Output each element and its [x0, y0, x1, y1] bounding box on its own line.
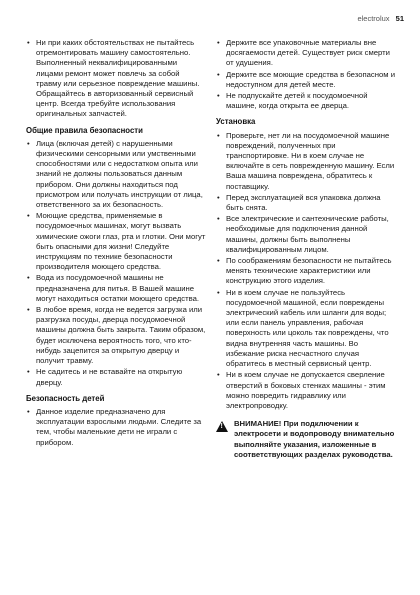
list-item: • Моющие средства, применяемые в посудомоечных машинах, могут вызвать химические ожоги глаз, рта и глотки. Они могут быть опасными для жизни! Следуйте инструкциям по технике безопасности производителя моющего средства.: [26, 211, 206, 272]
warning-triangle-icon: [216, 421, 228, 432]
list-item: • Данное изделие предназначено для эксплуатации взрослыми людьми. Следите за тем, чтобы маленькие дети не играли с прибором.: [26, 407, 206, 448]
brand-name: electrolux: [357, 14, 390, 23]
warning-block: [216, 419, 398, 460]
list-item: • Ни при каких обстоятельствах не пытайтесь отремонтировать машину самостоятельно. Выполненный неквалифицированными лицами ремонт может повлечь за собой травму или серьезное повреждение машины. Обращайтесь в авторизованный сервисный центр. Всегда требуйте использования оригинальных запчастей.: [26, 38, 206, 120]
list-item: • Ни в коем случае не допускается сверление отверстий в боковых стенках машины - этим можно повредить гидравлику или электропроводку.: [216, 370, 398, 411]
list-item: • Не подпускайте детей к посудомоечной машине, когда открыта ее дверца.: [216, 91, 398, 111]
list-item: • Ни в коем случае не пользуйтесь посудомоечной машиной, если повреждены электрический кабель или шланги для воды; или если панель управления, рабочая поверхность или цоколь так повреждены, что видна внутренняя часть машины. Во избежание риска несчастного случая обратитесь в местный сервисный центр.: [216, 288, 398, 370]
list-item: • Проверьте, нет ли на посудомоечной машине повреждений, полученных при транспортировке. Ни в коем случае не включайте в сеть поврежденную машину. Если Ваша машина повреждена, обратитесь к поставщику.: [216, 131, 398, 192]
section-title-child-safety: Безопасность детей: [26, 393, 105, 403]
list-item: • В любое время, когда не ведется загрузка или разгрузка посуды, дверца посудомоечной машины должна быть закрыта. Таким образом, будет исключена вероятность того, что кто-нибудь зацепится за открытую дверцу и получит травму.: [26, 305, 206, 366]
installation-list: [216, 131, 398, 411]
warning-text: При подключении к электросети и водопроводу внимательно выполняйте указания, изложенные в соответствующих разделах руководства.: [234, 419, 395, 459]
page-number: 51: [395, 14, 404, 23]
general-safety-list: [26, 139, 206, 388]
page-header: [357, 14, 404, 23]
list-item: • Все электрические и сантехнические работы, необходимые для подключения данной машины, должны быть выполнены квалифицированным лицом.: [216, 214, 398, 255]
child-safety-list: [26, 407, 206, 448]
list-item: • По соображениям безопасности не пытайтесь менять технические характеристики или конструкцию этого изделия.: [216, 256, 398, 287]
list-item: • Лица (включая детей) с нарушенными физическими сенсорными или умственными способностями или с недостатком опыта или знаний не должны пользоваться данным прибором. Они должны находиться под присмотром или получать инструкции от лица, ответственного за их безопасность.: [26, 139, 206, 210]
intro-list-left: [26, 38, 206, 120]
section-title-installation: Установка: [216, 117, 256, 127]
intro-list-right: [216, 38, 398, 111]
list-item: • Перед эксплуатацией вся упаковка должна быть снята.: [216, 193, 398, 213]
warning-label: ВНИМАНИЕ!: [234, 419, 282, 429]
list-item: • Держите все упаковочные материалы вне досягаемости детей. Существует риск смерти от удушения.: [216, 38, 398, 69]
list-item: • Не садитесь и не вставайте на открытую дверцу.: [26, 367, 206, 387]
left-column: [26, 38, 206, 449]
list-item: • Вода из посудомоечной машины не предназначена для питья. В Вашей машине могут находиться остатки моющего средства.: [26, 273, 206, 304]
right-column: [216, 38, 398, 460]
list-item: • Держите все моющие средства в безопасном и недоступном для детей месте.: [216, 70, 398, 90]
section-title-general-safety: Общие правила безопасности: [26, 125, 143, 135]
